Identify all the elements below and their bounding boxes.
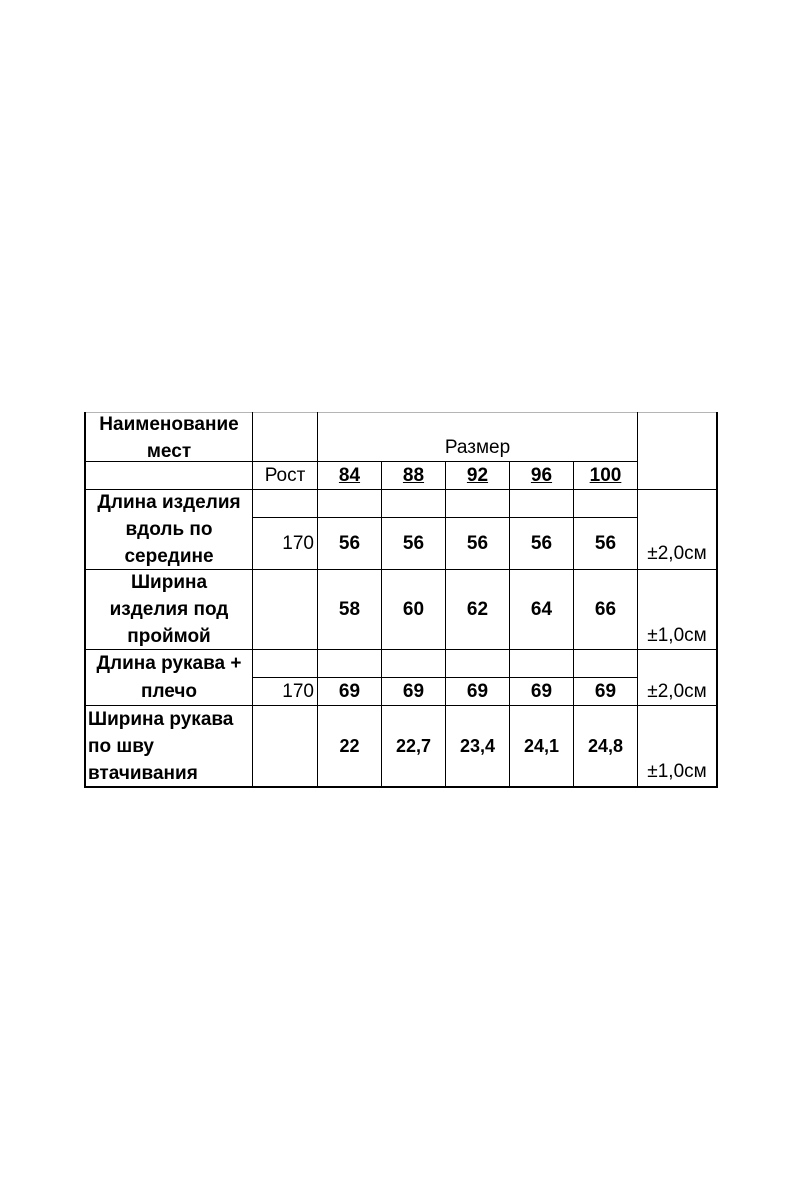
header-name-line-1: Наименование bbox=[99, 414, 239, 435]
row-height-value: 170 bbox=[282, 533, 314, 554]
header-size-group: Размер bbox=[444, 437, 511, 458]
row-name-line: проймой bbox=[127, 626, 211, 647]
row-size-value: 56 bbox=[338, 533, 361, 554]
row-name-line: вдоль по bbox=[125, 519, 213, 540]
row-name-line: Ширина рукава bbox=[88, 709, 234, 730]
row-name-line: Длина рукава + bbox=[96, 653, 242, 674]
row-size-value: 60 bbox=[402, 599, 425, 620]
header-size-88: 88 bbox=[402, 465, 425, 486]
row-size-value: 69 bbox=[594, 681, 617, 702]
grid-right-border bbox=[716, 412, 718, 788]
row-name-line: втачивания bbox=[88, 763, 198, 784]
row-tolerance: ±2,0см bbox=[647, 681, 707, 702]
row-name-line: по шву bbox=[88, 736, 154, 757]
row-size-value: 23,4 bbox=[459, 736, 496, 756]
row-tolerance: ±1,0см bbox=[647, 761, 707, 782]
row-size-value: 24,8 bbox=[587, 736, 624, 756]
row-size-value: 56 bbox=[530, 533, 553, 554]
row-name-line: изделия под bbox=[109, 599, 229, 620]
header-size-96: 96 bbox=[530, 465, 553, 486]
row-size-value: 56 bbox=[466, 533, 489, 554]
grid-h-row1-inner bbox=[252, 517, 638, 518]
row-tolerance: ±1,0см bbox=[647, 625, 707, 646]
row-size-value: 22,7 bbox=[395, 736, 432, 756]
row-size-value: 58 bbox=[338, 599, 361, 620]
row-name-line: середине bbox=[124, 546, 214, 567]
row-size-value: 64 bbox=[530, 599, 553, 620]
header-name-line-2: мест bbox=[146, 441, 192, 462]
header-size-92: 92 bbox=[466, 465, 489, 486]
row-size-value: 56 bbox=[594, 533, 617, 554]
row-name-line: Ширина bbox=[130, 572, 208, 593]
header-height: Рост bbox=[264, 465, 306, 486]
row-tolerance: ±2,0см bbox=[647, 543, 707, 564]
row-size-value: 69 bbox=[402, 681, 425, 702]
row-height-value: 170 bbox=[282, 681, 314, 702]
row-size-value: 22 bbox=[339, 736, 360, 756]
row-size-value: 69 bbox=[530, 681, 553, 702]
row-size-value: 66 bbox=[594, 599, 617, 620]
row-size-value: 69 bbox=[466, 681, 489, 702]
row-size-value: 62 bbox=[466, 599, 489, 620]
row-name-line: плечо bbox=[140, 681, 198, 702]
row-size-value: 56 bbox=[402, 533, 425, 554]
row-size-value: 24,1 bbox=[523, 736, 560, 756]
grid-v-tolerance bbox=[637, 412, 638, 788]
row-size-value: 69 bbox=[338, 681, 361, 702]
row-name-line: Длина изделия bbox=[97, 492, 241, 513]
header-size-84: 84 bbox=[338, 465, 361, 486]
header-size-100: 100 bbox=[589, 465, 622, 486]
